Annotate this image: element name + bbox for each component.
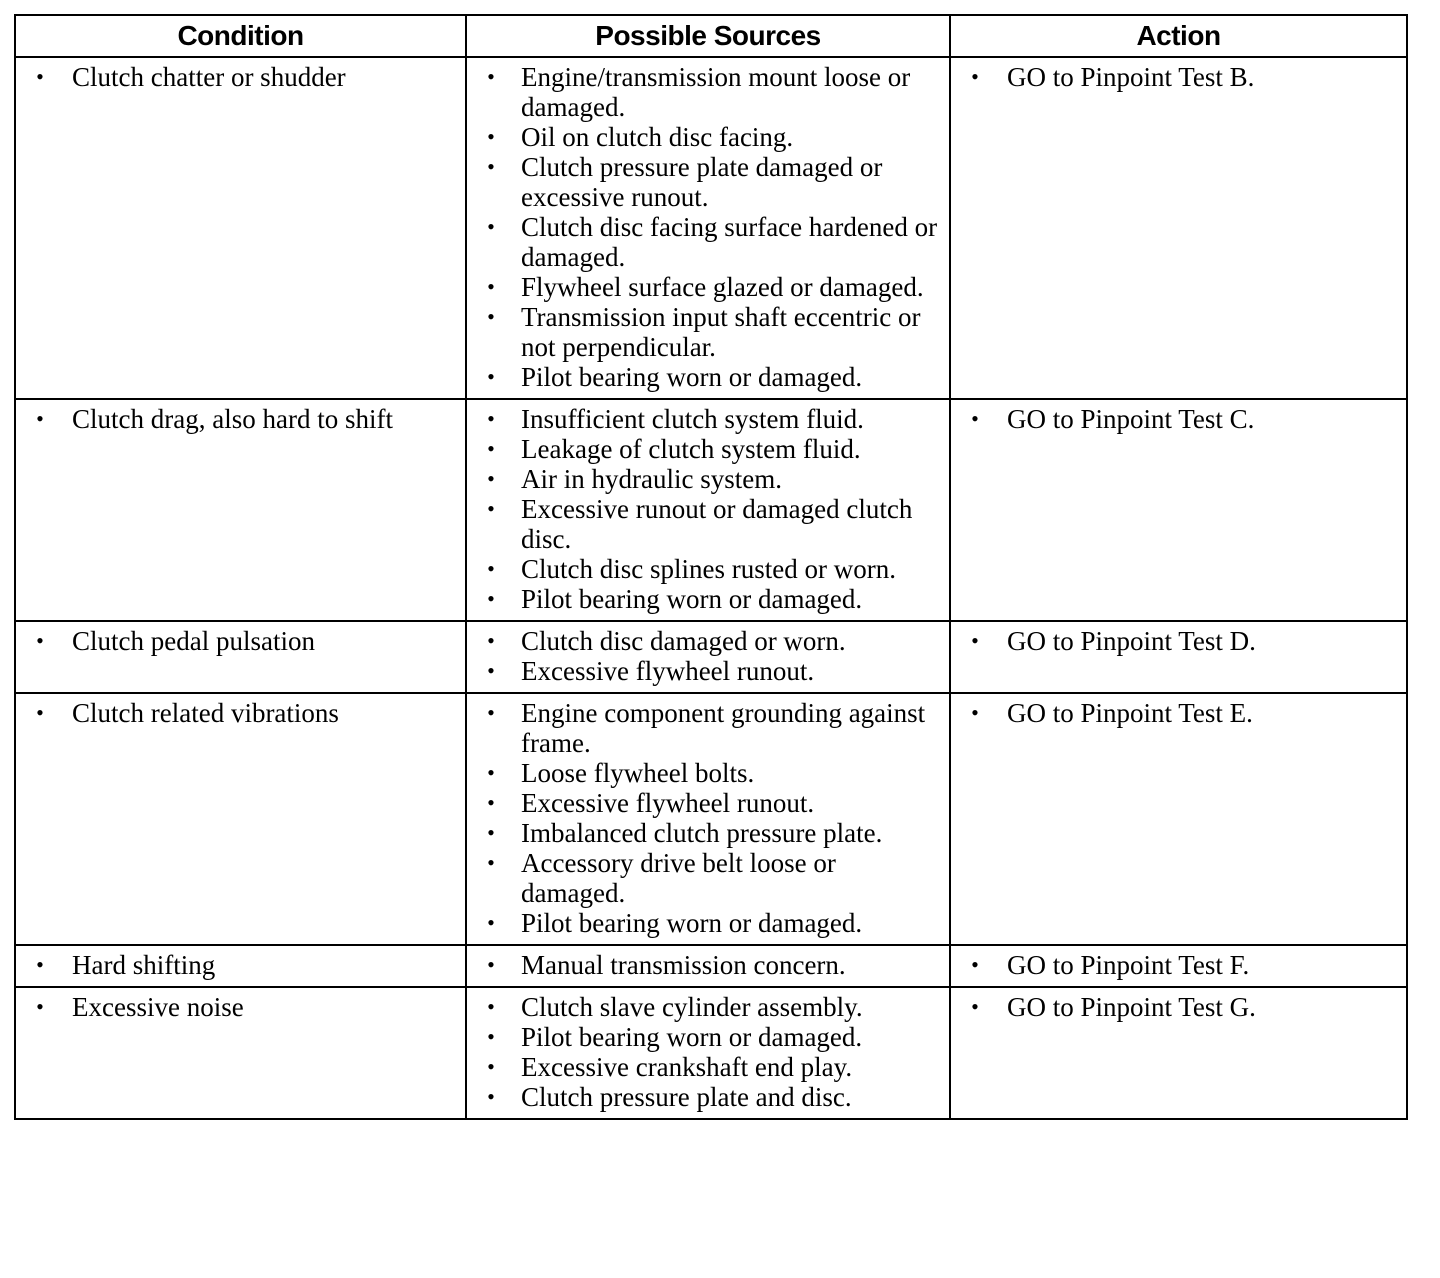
action-cell [950,693,1407,945]
source-item [467,788,949,818]
bullet-icon: • [487,364,495,389]
source-item [467,362,949,392]
source-text: Air in hydraulic system. [521,464,782,494]
sources-list [467,698,949,938]
source-item [467,122,949,152]
source-text: Engine component grounding against frame. [521,698,926,758]
action-text: GO to Pinpoint Test E. [1007,698,1253,728]
clutch-diagnosis-table [14,14,1408,1120]
sources-list [467,950,949,980]
source-item [467,554,949,584]
source-text: Pilot bearing worn or damaged. [521,584,863,614]
source-item [467,992,949,1022]
source-text: Manual transmission concern. [521,950,846,980]
condition-text: Clutch pedal pulsation [72,626,315,656]
bullet-icon: • [487,406,495,431]
source-text: Clutch disc damaged or worn. [521,626,846,656]
bullet-icon: • [487,790,495,815]
condition-item [16,404,465,434]
header-condition: Condition [15,15,466,57]
action-cell [950,399,1407,621]
table-body [15,57,1407,1119]
action-text: GO to Pinpoint Test C. [1007,404,1255,434]
source-item [467,494,949,554]
bullet-icon: • [971,700,979,725]
bullet-icon: • [487,436,495,461]
source-text: Clutch disc facing surface hardened or damaged. [521,212,938,272]
bullet-icon: • [36,700,44,725]
action-list [951,62,1406,92]
source-text: Excessive flywheel runout. [521,656,815,686]
source-text: Excessive flywheel runout. [521,788,815,818]
bullet-icon: • [971,994,979,1019]
table-row [15,57,1407,399]
sources-list [467,62,949,392]
source-text: Imbalanced clutch pressure plate. [521,818,883,848]
condition-item [16,62,465,92]
source-text: Pilot bearing worn or damaged. [521,362,863,392]
condition-list [16,992,465,1022]
source-item [467,152,949,212]
condition-cell [15,693,466,945]
possible-sources-cell [466,693,950,945]
source-item [467,212,949,272]
condition-item [16,992,465,1022]
condition-text: Clutch related vibrations [72,698,339,728]
action-text: GO to Pinpoint Test F. [1007,950,1250,980]
source-text: Clutch disc splines rusted or worn. [521,554,896,584]
source-text: Excessive crankshaft end play. [521,1052,853,1082]
bullet-icon: • [487,496,495,521]
source-item [467,656,949,686]
bullet-icon: • [36,994,44,1019]
action-list [951,698,1406,728]
source-item [467,698,949,758]
condition-list [16,698,465,728]
bullet-icon: • [487,910,495,935]
source-text: Engine/transmission mount loose or damaged. [521,62,911,122]
source-item [467,818,949,848]
action-item [951,626,1406,656]
condition-cell [15,57,466,399]
source-text: Pilot bearing worn or damaged. [521,1022,863,1052]
action-cell [950,987,1407,1119]
condition-text: Clutch chatter or shudder [72,62,346,92]
bullet-icon: • [487,154,495,179]
action-cell [950,57,1407,399]
bullet-icon: • [487,586,495,611]
action-item [951,404,1406,434]
condition-item [16,626,465,656]
source-item [467,758,949,788]
table-row [15,693,1407,945]
action-item [951,62,1406,92]
condition-text: Hard shifting [72,950,216,980]
condition-list [16,626,465,656]
action-text: GO to Pinpoint Test G. [1007,992,1256,1022]
bullet-icon: • [487,124,495,149]
condition-list [16,950,465,980]
possible-sources-cell [466,987,950,1119]
bullet-icon: • [971,952,979,977]
condition-list [16,404,465,434]
bullet-icon: • [487,1054,495,1079]
source-text: Insufficient clutch system fluid. [521,404,864,434]
condition-cell [15,399,466,621]
action-text: GO to Pinpoint Test B. [1007,62,1255,92]
sources-list [467,404,949,614]
source-item [467,848,949,908]
source-item [467,950,949,980]
bullet-icon: • [971,64,979,89]
action-list [951,950,1406,980]
bullet-icon: • [487,994,495,1019]
condition-list [16,62,465,92]
source-text: Clutch pressure plate damaged or excessive runout. [521,152,883,212]
condition-cell [15,945,466,987]
header-possible-sources: Possible Sources [466,15,950,57]
source-item [467,272,949,302]
action-list [951,626,1406,656]
action-text: GO to Pinpoint Test D. [1007,626,1256,656]
table-row [15,621,1407,693]
diagnosis-table-container [14,14,1406,1120]
action-item [951,950,1406,980]
bullet-icon: • [971,406,979,431]
possible-sources-cell [466,57,950,399]
source-text: Oil on clutch disc facing. [521,122,794,152]
source-text: Clutch slave cylinder assembly. [521,992,863,1022]
bullet-icon: • [487,1084,495,1109]
source-text: Transmission input shaft eccentric or not perpendicular. [521,302,921,362]
bullet-icon: • [487,700,495,725]
source-item [467,434,949,464]
bullet-icon: • [487,1024,495,1049]
condition-text: Excessive noise [72,992,244,1022]
source-item [467,584,949,614]
bullet-icon: • [487,658,495,683]
source-item [467,62,949,122]
source-item [467,302,949,362]
source-text: Clutch pressure plate and disc. [521,1082,852,1112]
table-row [15,399,1407,621]
bullet-icon: • [487,850,495,875]
bullet-icon: • [487,820,495,845]
bullet-icon: • [487,952,495,977]
source-item [467,404,949,434]
bullet-icon: • [36,952,44,977]
source-item [467,1082,949,1112]
table-row [15,945,1407,987]
action-item [951,698,1406,728]
source-text: Flywheel surface glazed or damaged. [521,272,924,302]
action-cell [950,621,1407,693]
source-text: Loose flywheel bolts. [521,758,755,788]
header-action: Action [950,15,1407,57]
table-row [15,987,1407,1119]
source-text: Leakage of clutch system fluid. [521,434,861,464]
bullet-icon: • [487,556,495,581]
sources-list [467,992,949,1112]
source-text: Pilot bearing worn or damaged. [521,908,863,938]
bullet-icon: • [487,64,495,89]
bullet-icon: • [487,628,495,653]
possible-sources-cell [466,621,950,693]
bullet-icon: • [36,406,44,431]
condition-item [16,950,465,980]
action-list [951,992,1406,1022]
possible-sources-cell [466,399,950,621]
possible-sources-cell [466,945,950,987]
source-item [467,1052,949,1082]
bullet-icon: • [36,64,44,89]
source-item [467,626,949,656]
action-item [951,992,1406,1022]
bullet-icon: • [36,628,44,653]
bullet-icon: • [971,628,979,653]
bullet-icon: • [487,466,495,491]
header-row [15,15,1407,57]
source-text: Excessive runout or damaged clutch disc. [521,494,913,554]
condition-item [16,698,465,728]
source-item [467,464,949,494]
action-list [951,404,1406,434]
condition-cell [15,987,466,1119]
bullet-icon: • [487,304,495,329]
bullet-icon: • [487,274,495,299]
bullet-icon: • [487,214,495,239]
source-item [467,908,949,938]
bullet-icon: • [487,760,495,785]
action-cell [950,945,1407,987]
sources-list [467,626,949,686]
condition-cell [15,621,466,693]
source-text: Accessory drive belt loose or damaged. [521,848,836,908]
source-item [467,1022,949,1052]
condition-text: Clutch drag, also hard to shift [72,404,393,434]
